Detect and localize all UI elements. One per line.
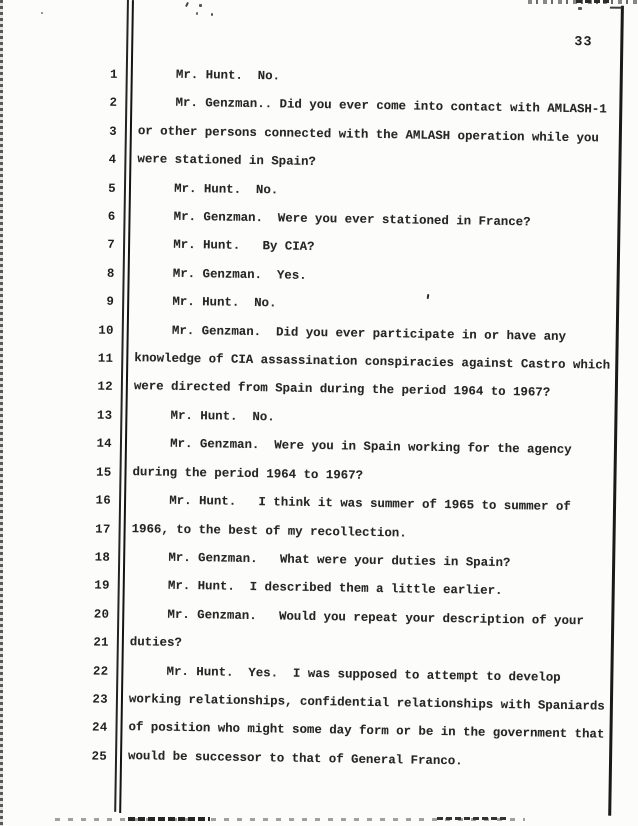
line-number: 4 bbox=[108, 152, 117, 168]
scan-artifact-top-dashes-dark bbox=[576, 0, 610, 3]
line-number: 18 bbox=[94, 550, 111, 565]
line-number: 9 bbox=[106, 294, 115, 310]
line-text: were stationed in Spain? bbox=[137, 152, 316, 170]
scan-speck bbox=[578, 7, 582, 10]
line-number: 17 bbox=[95, 522, 111, 537]
line-number: 12 bbox=[97, 380, 113, 395]
line-text: Mr. Genzman. Would you repeat your description of your bbox=[130, 606, 584, 628]
line-text: Mr. Hunt. I think it was summer of 1965 to summer of bbox=[131, 493, 571, 515]
line-text: were directed from Spain during the period 1964 to 1967? bbox=[133, 379, 551, 401]
line-number: 13 bbox=[96, 408, 113, 423]
scanner-edge-strip bbox=[0, 0, 3, 826]
line-text: Mr. Genzman. Did you ever participate in or have any bbox=[134, 322, 567, 344]
line-text: Mr. Hunt. By CIA? bbox=[135, 237, 315, 255]
line-number: 19 bbox=[94, 578, 110, 594]
line-text: Mr. Hunt. I described them a little earlier. bbox=[130, 578, 503, 599]
line-number: 2 bbox=[109, 96, 118, 111]
scan-artifact-bottom-dark-right bbox=[437, 817, 509, 820]
line-text: Mr. Genzman. What were your duties in Spain? bbox=[131, 550, 511, 570]
transcript-body bbox=[0, 65, 638, 785]
line-text: 1966, to the best of my recollection. bbox=[131, 521, 407, 540]
line-text: duties? bbox=[129, 635, 183, 651]
line-text: Mr. Genzman. Were you ever stationed in France? bbox=[136, 209, 531, 230]
line-number: 16 bbox=[95, 493, 112, 508]
line-number: 3 bbox=[109, 124, 117, 139]
line-number: 23 bbox=[92, 692, 109, 707]
line-number: 21 bbox=[93, 635, 109, 650]
line-text: knowledge of CIA assassination conspiracies against Castro which bbox=[134, 351, 611, 373]
line-text: Mr. Genzman. Yes. bbox=[135, 266, 307, 283]
scan-speck bbox=[211, 13, 213, 16]
line-text: Mr. Genzman. Were you in Spain working for the agency bbox=[132, 436, 572, 458]
line-text: Mr. Hunt. Yes. I was supposed to attempt to develop bbox=[129, 663, 561, 685]
line-number: 24 bbox=[91, 720, 108, 736]
line-text: Mr. Hunt. No. bbox=[133, 408, 275, 425]
line-number: 10 bbox=[98, 323, 114, 338]
line-number: 7 bbox=[107, 238, 116, 253]
line-number: 14 bbox=[96, 436, 113, 452]
scan-artifact-bottom-dark-left bbox=[128, 817, 210, 821]
line-text: Mr. Genzman.. Did you ever come into contact with AMLASH-1 bbox=[138, 95, 607, 117]
scan-speck bbox=[196, 12, 198, 15]
line-number: 22 bbox=[92, 664, 109, 679]
line-number: 11 bbox=[97, 351, 114, 366]
line-text: of position who might some day form or be in the government that bbox=[128, 720, 605, 742]
line-number: 6 bbox=[107, 209, 116, 224]
line-text: working relationships, confidential relationships with Spaniards bbox=[128, 692, 605, 714]
right-rule-top-tick bbox=[610, 7, 622, 9]
page-number: 33 bbox=[574, 35, 593, 51]
line-text: Mr. Hunt. No. bbox=[138, 67, 281, 84]
line-text: Mr. Hunt. No. bbox=[136, 180, 279, 198]
line-text: during the period 1964 to 1967? bbox=[132, 464, 364, 483]
line-number: 15 bbox=[95, 465, 112, 480]
scan-speck bbox=[41, 12, 43, 14]
line-number: 20 bbox=[93, 607, 110, 622]
line-number: 1 bbox=[109, 67, 118, 82]
line-text: or other persons connected with the AMLASH operation while you bbox=[137, 123, 599, 146]
line-number: 8 bbox=[106, 266, 115, 281]
line-number: 5 bbox=[108, 181, 117, 196]
line-number: 25 bbox=[91, 749, 108, 764]
line-text: Mr. Hunt. No. bbox=[135, 294, 277, 311]
line-text: would be successor to that of General Franco. bbox=[127, 748, 463, 769]
scan-speck bbox=[199, 4, 202, 7]
